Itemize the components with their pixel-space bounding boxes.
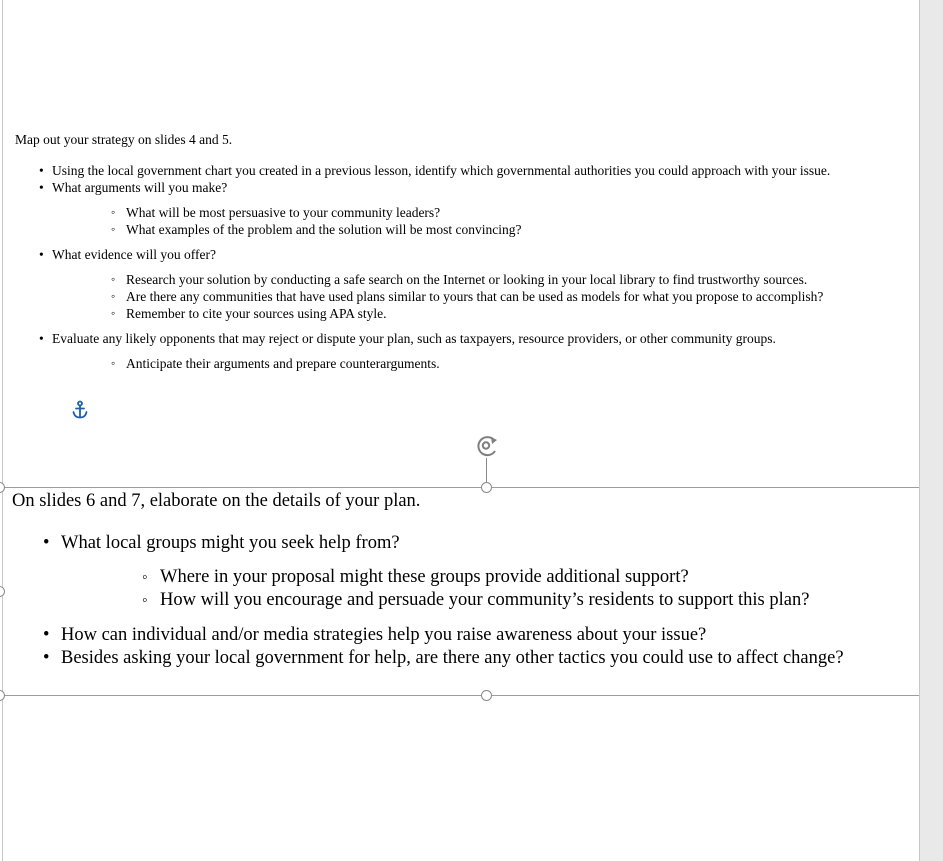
- page-left-border: [2, 0, 3, 861]
- list-item: • What evidence will you offer? ◦ Research your solution by conducting a safe search on the Internet or looking in your local library to find trustworthy sources. ◦ Are there any communities that have used plans similar to yours that can be used as models for what you propose to accomplish? ◦ Remember to cite your sources using APA style.: [15, 246, 915, 322]
- sub-list-item: ◦ Where in your proposal might these groups provide additional support?: [61, 566, 917, 589]
- strategy-intro: Map out your strategy on slides 4 and 5.: [15, 132, 233, 147]
- list-item: • How can individual and/or media strategies help you raise awareness about your issue?: [12, 624, 917, 647]
- sub-list-item: ◦ How will you encourage and persuade your community’s residents to support this plan?: [61, 589, 917, 612]
- rotate-handle-icon[interactable]: [472, 431, 504, 461]
- list-item: • What local groups might you seek help from? ◦ Where in your proposal might these groups provide additional support? ◦ How will you encourage and persuade your community’s residents to support this plan?: [12, 532, 917, 612]
- list-item: • Besides asking your local government for help, are there any other tactics you could use to affect change?: [12, 647, 917, 670]
- sub-list-item: ◦ Are there any communities that have used plans similar to yours that can be used as models for what you propose to accomplish?: [52, 288, 915, 305]
- sub-list-item: ◦ Research your solution by conducting a safe search on the Internet or looking in your local library to find trustworthy sources.: [52, 271, 915, 288]
- resize-handle-top-left[interactable]: [0, 482, 5, 493]
- sub-list-item: ◦ What will be most persuasive to your community leaders?: [52, 204, 915, 221]
- anchor-icon[interactable]: [71, 400, 89, 420]
- sub-list-item: ◦ Anticipate their arguments and prepare counterarguments.: [52, 355, 915, 372]
- text-box-top-border: [0, 487, 919, 488]
- sub-list-item: ◦ Remember to cite your sources using APA style.: [52, 305, 915, 322]
- sub-list-item: ◦ What examples of the problem and the solution will be most convincing?: [52, 221, 915, 238]
- list-item: • Using the local government chart you created in a previous lesson, identify which governmental authorities you could approach with your issue.: [15, 162, 915, 179]
- text-box-intro: On slides 6 and 7, elaborate on the details of your plan.: [12, 491, 421, 511]
- rotate-handle-stem: [486, 458, 487, 483]
- scroll-gutter[interactable]: [919, 0, 943, 861]
- strategy-notes: [15, 131, 915, 380]
- resize-handle-bottom-left[interactable]: [0, 690, 5, 701]
- list-item: • Evaluate any likely opponents that may reject or dispute your plan, such as taxpayers, resource providers, or other community groups. ◦ Anticipate their arguments and prepare counterarguments.: [15, 330, 915, 372]
- resize-handle-bottom[interactable]: [481, 690, 492, 701]
- text-box-bottom-border: [0, 695, 919, 696]
- list-item: • What arguments will you make? ◦ What will be most persuasive to your community leaders? ◦ What examples of the problem and the solution will be most convincing?: [15, 179, 915, 238]
- resize-handle-left[interactable]: [0, 586, 5, 597]
- text-box[interactable]: [12, 490, 917, 670]
